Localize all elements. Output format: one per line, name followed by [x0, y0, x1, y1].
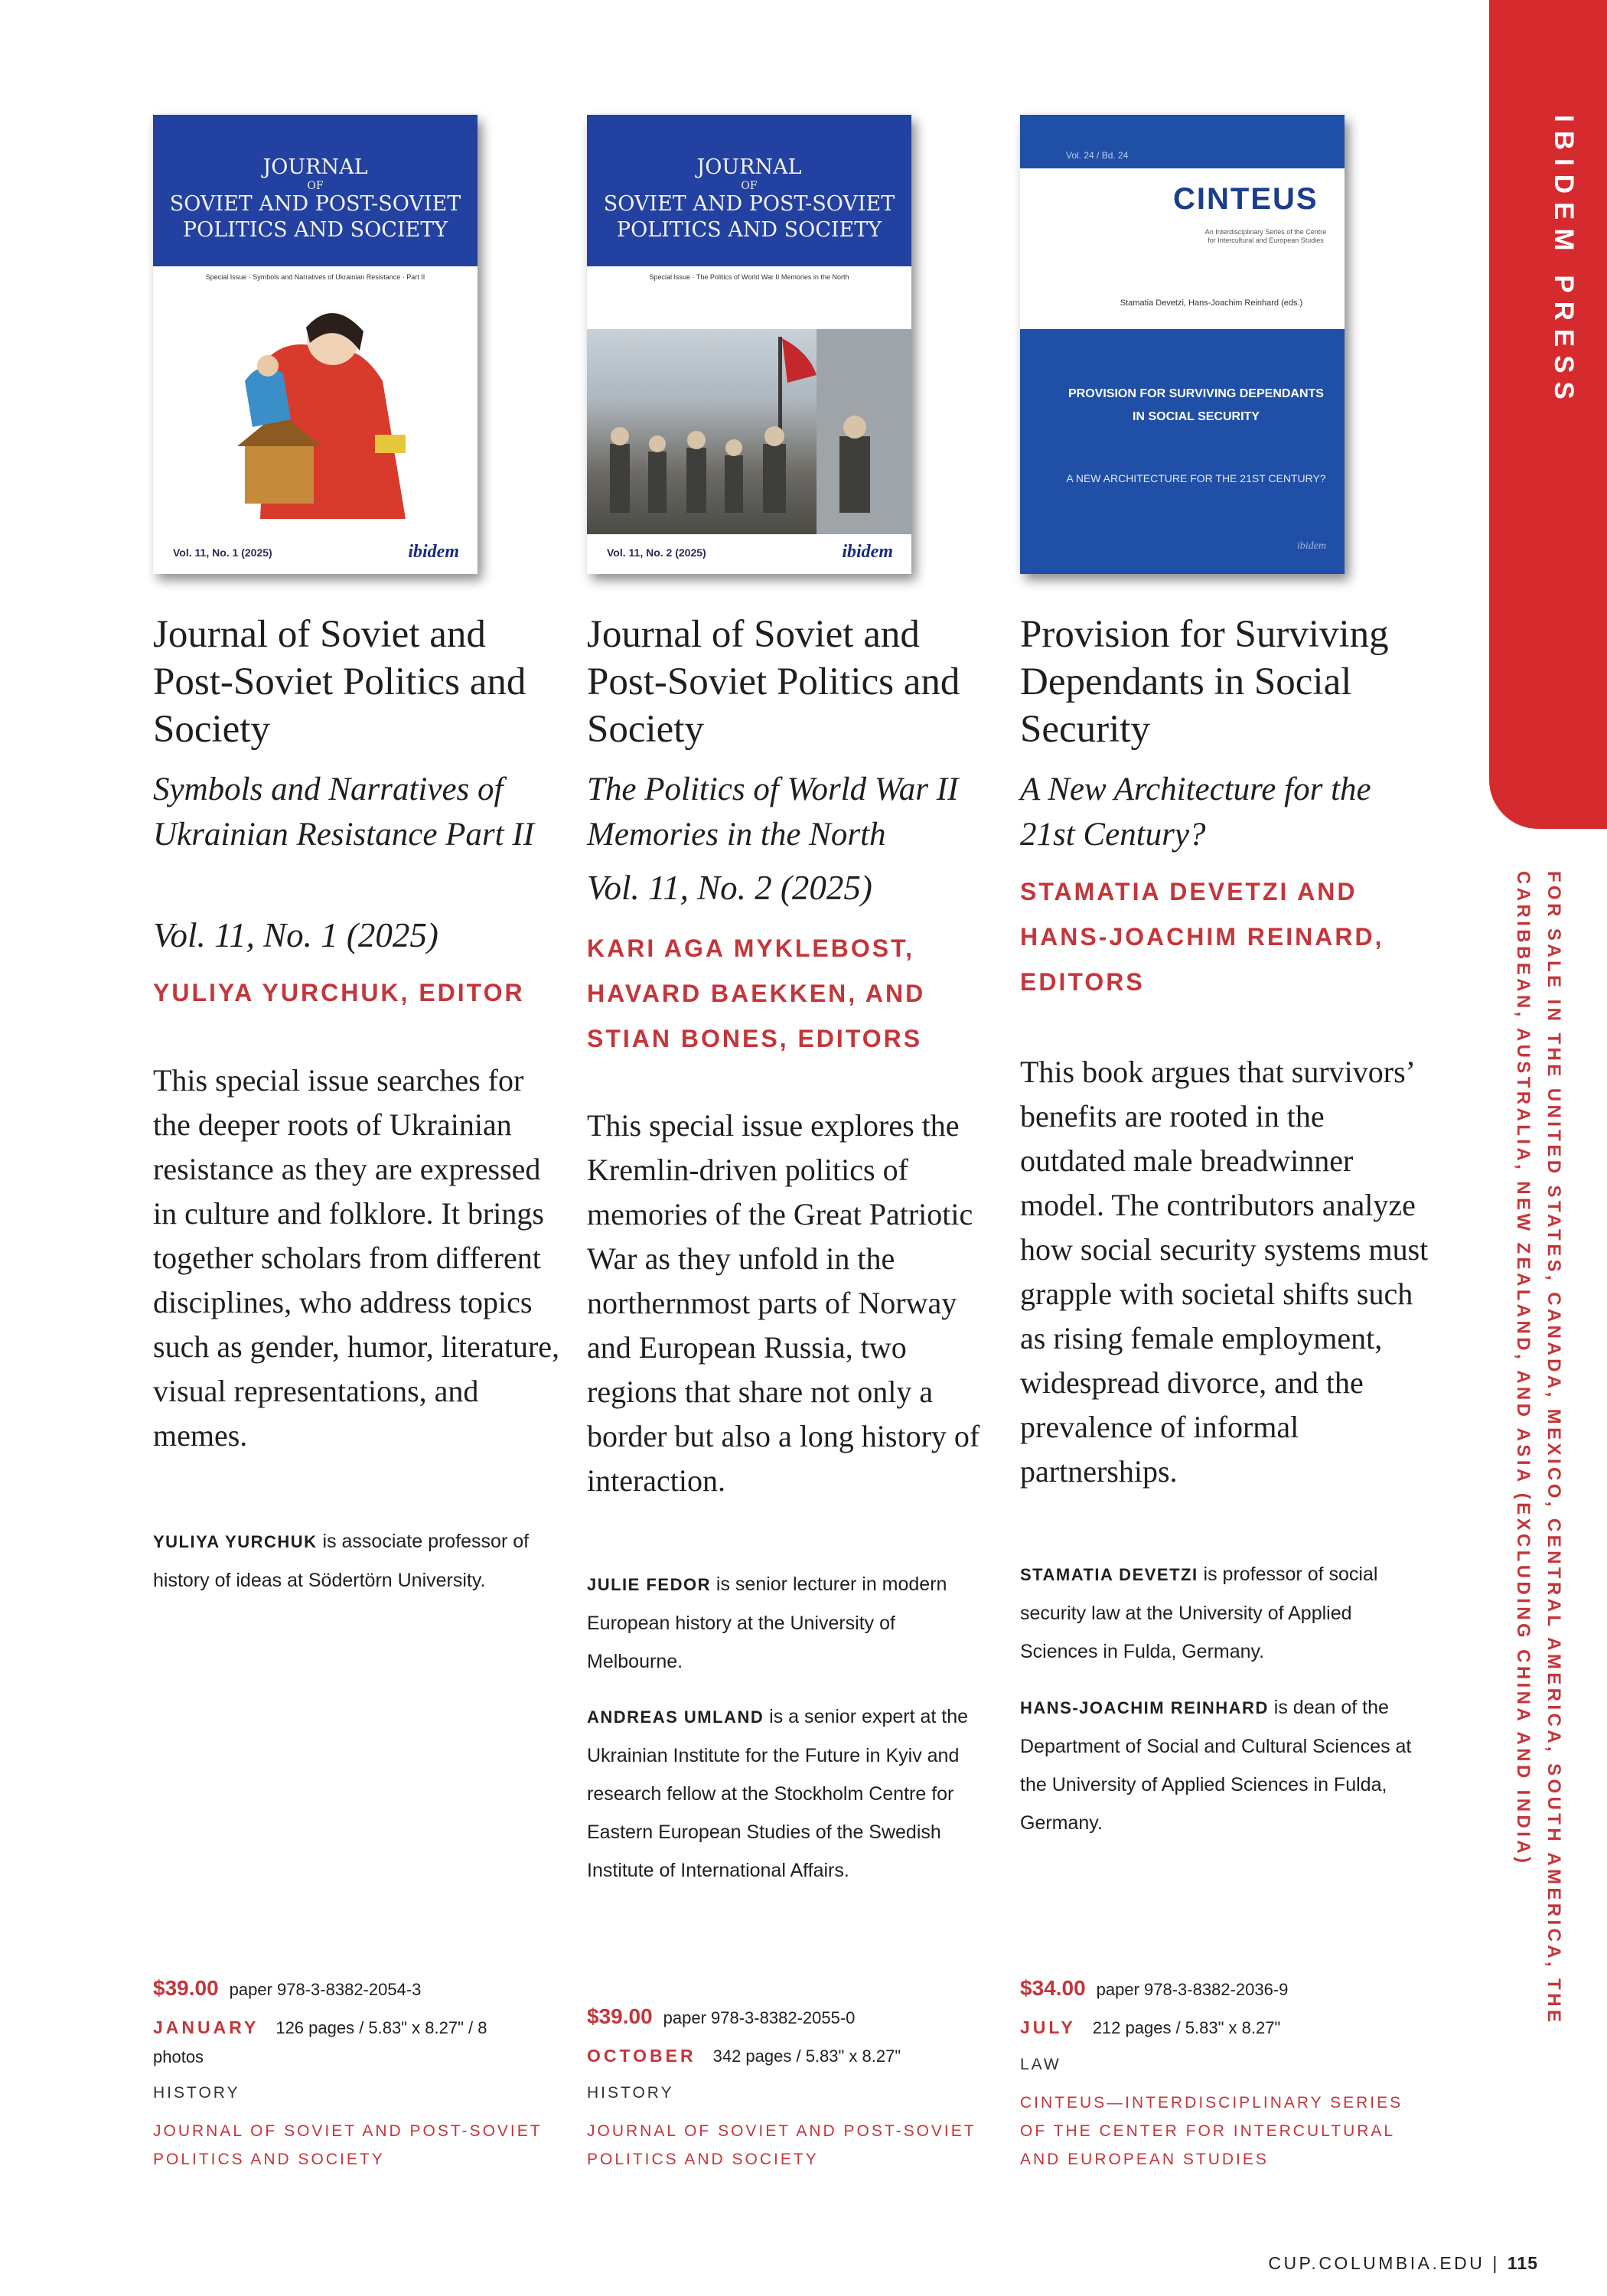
cover-band — [1020, 168, 1345, 329]
subject-category: LAW — [1020, 2056, 1061, 2073]
cover-book-subtitle: A NEW ARCHITECTURE FOR THE 21ST CENTURY? — [1066, 472, 1326, 484]
price-line — [587, 2001, 1000, 2033]
page-specs: 342 pages / 5.83" x 8.27" — [712, 2047, 901, 2066]
book-cover-2[interactable] — [587, 115, 911, 574]
cover-book-title: PROVISION FOR SURVIVING DEPENDANTS IN SOCIAL SECURITY — [1068, 387, 1324, 423]
book-entry-3 — [1020, 0, 1433, 2219]
book-cover-1[interactable] — [153, 115, 478, 574]
folk-art-illustration-icon — [153, 266, 478, 534]
price-line — [153, 1973, 566, 2005]
book-subtitle: Symbols and Narratives of Ukrainian Resistance Part II — [153, 771, 534, 853]
cover-editors: Stamatia Devetzi, Hans-Joachim Reinhard (eds.) — [1120, 298, 1303, 308]
cover-volume: Vol. 11, No. 2 (2025) — [607, 546, 706, 559]
pub-month-line — [153, 2013, 505, 2072]
book-entry-2 — [587, 0, 1000, 2219]
parade-photo-icon — [587, 329, 911, 534]
page-specs: 212 pages / 5.83" x 8.27" — [1092, 2018, 1281, 2037]
cover-photo — [587, 329, 911, 534]
cover-series-note: An Interdisciplinary Series of the Centre for Intercultural and European Studies — [1204, 228, 1327, 244]
book-cover-3[interactable] — [1020, 115, 1345, 574]
subject-category: HISTORY — [153, 2084, 240, 2102]
page-specs: 126 pages / 5.83" x 8.27" / 8 photos — [153, 2018, 487, 2066]
cinteus-logo: CINTEUS — [1173, 182, 1319, 216]
book-entry-1 — [153, 0, 566, 2219]
format-isbn: paper 978-3-8382-2055-0 — [663, 2008, 856, 2027]
territory-note: FOR SALE IN THE UNITED STATES, CANADA, MEXICO, CENTRAL AMERICA, SOUTH AMERICA, THE CARIBBEAN, AUSTRALIA, NEW ZEALAND, AND ASIA (EXCLUDING CHINA AND INDIA) — [1513, 871, 1564, 2026]
pub-month: OCTOBER — [587, 2046, 696, 2066]
book-editors: STAMATIA DEVETZI AND HANS-JOACHIM REINARD, EDITORS — [1020, 878, 1384, 996]
book-volume: Vol. 11, No. 1 (2025) — [153, 916, 438, 954]
subject-category: HISTORY — [587, 2084, 674, 2102]
book-volume: Vol. 11, No. 2 (2025) — [587, 869, 872, 907]
cover-special-issue: Special Issue · Symbols and Narratives of Ukrainian Resistance · Part II — [205, 273, 425, 281]
book-subtitle: A New Architecture for the 21st Century? — [1020, 771, 1371, 853]
pub-month-line — [587, 2041, 939, 2071]
book-description: This book argues that survivors’ benefits are rooted in the outdated male breadwinner model. The contributors analyze how social security systems must grapple with societal shifts such as rising female employment, widespread divorce, and the prevalence of informal partnerships. — [1020, 1055, 1429, 1489]
cover-title: JOURNAL OF SOVIET AND POST-SOVIET POLITICS AND SOCIETY — [169, 155, 461, 242]
price: $34.00 — [1020, 1976, 1086, 2000]
book-description: This special issue searches for the deeper roots of Ukrainian resistance as they are expressed in culture and folklore. It brings together scholars from different disciplines, who address topics such as gender, humor, literature, visual representations, and memes. — [153, 1063, 560, 1453]
cover-title: JOURNAL OF SOVIET AND POST-SOVIET POLITICS AND SOCIETY — [603, 155, 895, 242]
page-footer — [1268, 2253, 1538, 2274]
contributor-bio: STAMATIA DEVETZI is professor of social security law at the University of Applied Sciences in Fulda, Germany. — [1020, 1564, 1378, 1662]
cover-special-issue: Special Issue · The Politics of World War II Memories in the North — [649, 273, 849, 281]
series-name[interactable]: JOURNAL OF SOVIET AND POST-SOVIET POLITICS AND SOCIETY — [587, 2122, 976, 2168]
cover-volume: Vol. 11, No. 1 (2025) — [173, 546, 272, 559]
format-isbn: paper 978-3-8382-2036-9 — [1096, 1980, 1289, 1999]
cover-volume: Vol. 24 / Bd. 24 — [1066, 150, 1129, 161]
pub-month-line — [1020, 2013, 1372, 2043]
cover-publisher-logo: ibidem — [408, 542, 459, 562]
book-title: Journal of Soviet and Post-Soviet Politics and Society — [587, 613, 960, 751]
book-description: This special issue explores the Kremlin-driven politics of memories of the Great Patriotic War as they unfold in the northernmost parts of Norway and European Russia, two regions that share not only a border but also a long history of interaction. — [587, 1108, 980, 1498]
book-editors: YULIYA YURCHUK, EDITOR — [153, 979, 525, 1006]
footer-site-link[interactable]: CUP.COLUMBIA.EDU — [1268, 2253, 1485, 2273]
price: $39.00 — [587, 2004, 653, 2028]
contributor-bio: YULIYA YURCHUK is associate professor of history of ideas at Södertörn University. — [153, 1531, 530, 1591]
pub-month: JANUARY — [153, 2017, 259, 2037]
contributor-bio: HANS-JOACHIM REINHARD is dean of the Department of Social and Cultural Sciences at the University of Applied Sciences in Fulda, Germany. — [1020, 1697, 1412, 1834]
section-tab-label: IBIDEM PRESS — [1549, 115, 1579, 408]
format-isbn: paper 978-3-8382-2054-3 — [229, 1980, 422, 1999]
book-editors: KARI AGA MYKLEBOST, HAVARD BAEKKEN, AND STIAN BONES, EDITORS — [587, 934, 926, 1052]
series-name[interactable]: JOURNAL OF SOVIET AND POST-SOVIET POLITICS AND SOCIETY — [153, 2122, 543, 2168]
cover-publisher-logo: ibidem — [1296, 540, 1326, 552]
cover-illustration — [153, 266, 478, 534]
book-subtitle: The Politics of World War II Memories in the North — [587, 771, 959, 853]
cover-footer — [153, 534, 478, 574]
cover-footer — [587, 534, 911, 574]
page-number: 115 — [1507, 2253, 1538, 2273]
footer-separator: | — [1492, 2253, 1500, 2273]
price: $39.00 — [153, 1976, 219, 2000]
book-title: Provision for Surviving Dependants in Social Security — [1020, 613, 1389, 751]
pub-month: JULY — [1020, 2017, 1076, 2037]
series-name[interactable]: CINTEUS—INTERDISCIPLINARY SERIES OF THE CENTER FOR INTERCULTURAL AND EUROPEAN STUDIES — [1020, 2094, 1403, 2168]
price-line — [1020, 1973, 1433, 2005]
contributor-bio: ANDREAS UMLAND is a senior expert at the Ukrainian Institute for the Future in Kyiv and research fellow at the Stockholm Centre for Eastern European Studies of the Swedish Institute of International Affairs. — [587, 1706, 969, 1881]
contributor-bio: JULIE FEDOR is senior lecturer in modern European history at the University of Melbourne. — [587, 1574, 947, 1672]
cover-publisher-logo: ibidem — [842, 542, 893, 562]
book-title: Journal of Soviet and Post-Soviet Politics and Society — [153, 613, 526, 751]
